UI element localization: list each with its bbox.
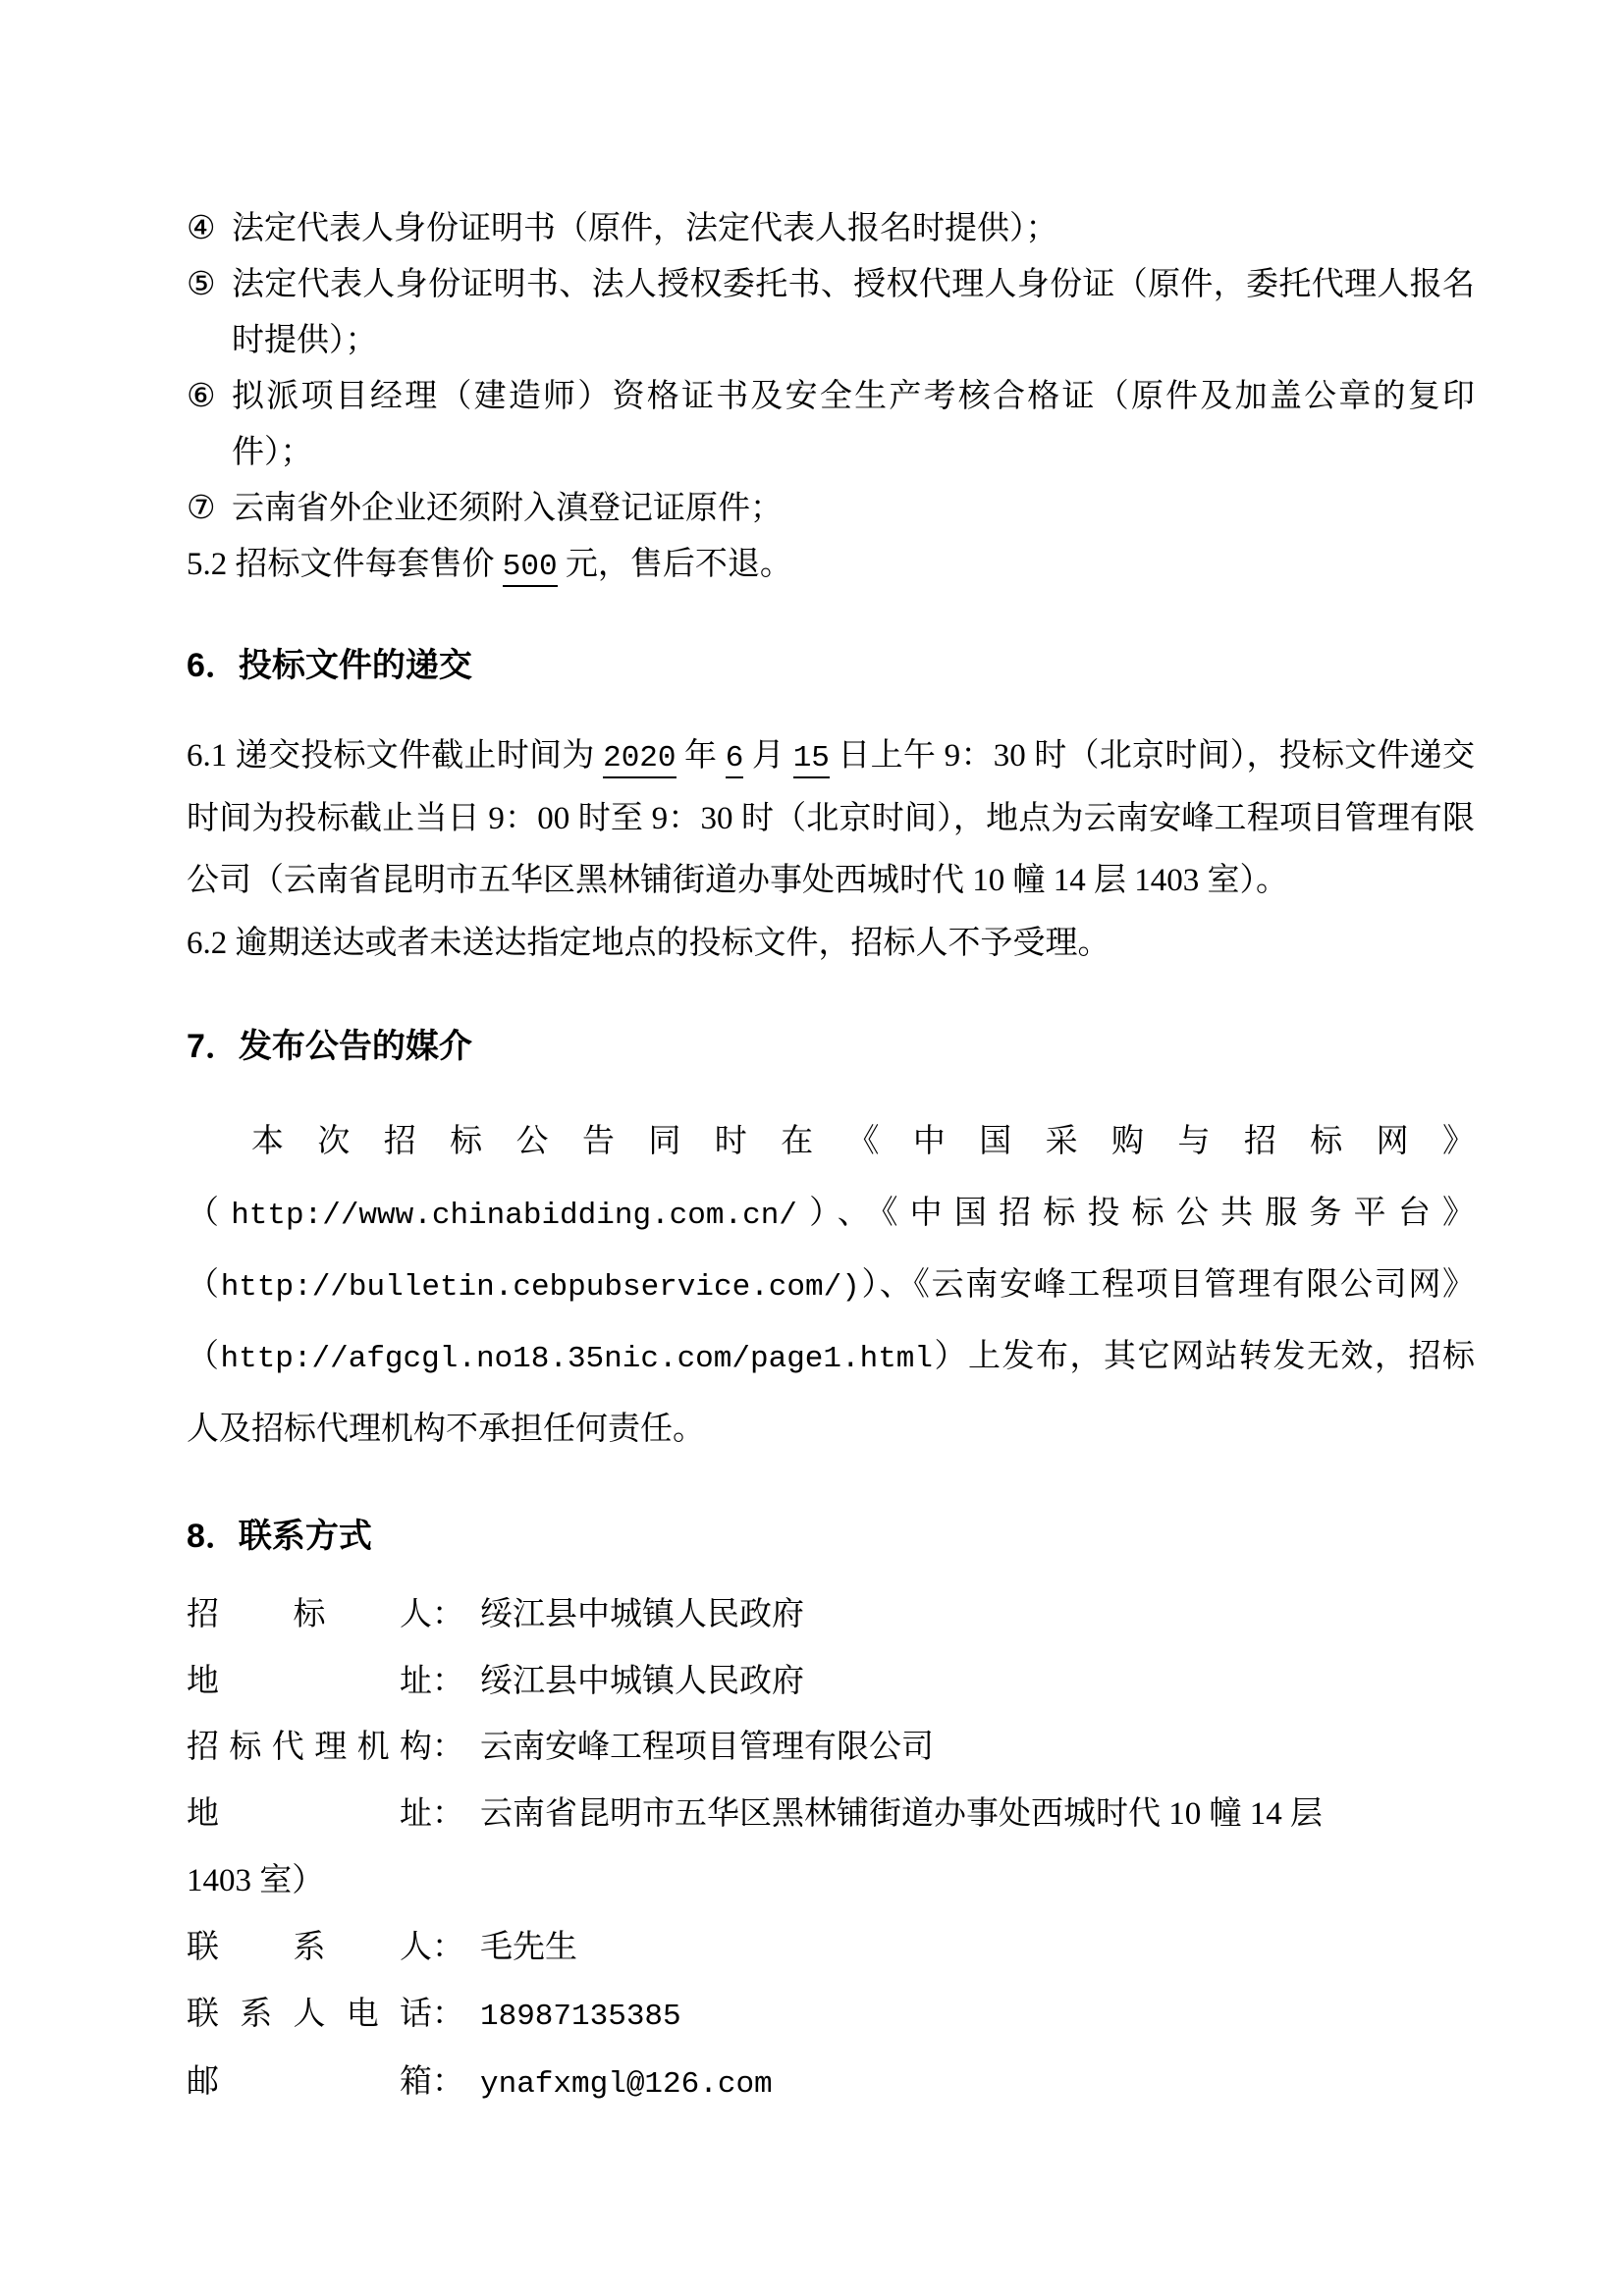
media-paragraph-text-tail: ）上发布，其它网站转发无效，招标人及招标代理机构不承担任何责任。 xyxy=(187,1339,1476,1447)
section-8-heading: 8．联系方式 xyxy=(187,1518,372,1556)
contact-label: 招标代理机构 xyxy=(187,1730,432,1766)
list-item-text: 法定代表人身份证明书、法人授权委托书、授权代理人身份证（原件，委托代理人报名时提供）； xyxy=(232,267,1475,359)
contact-row-person xyxy=(187,1930,1475,1967)
agency-value: 云南安峰工程项目管理有限公司 xyxy=(480,1730,934,1766)
clause-5-2-text: 5.2 招标文件每套售价 xyxy=(187,547,503,583)
afgcgl-url: http://afgcgl.no18.35nic.com/page1.html xyxy=(220,1342,934,1377)
list-marker-6: ⑥ xyxy=(187,379,216,415)
contact-label: 地址 xyxy=(187,1663,432,1699)
announcement-media-paragraph xyxy=(187,1106,1475,1465)
list-marker-5: ⑤ xyxy=(187,267,216,303)
contact-row-email xyxy=(187,2064,1475,2103)
contact-label: 联系人 xyxy=(187,1930,432,1966)
contact-row-agency-address xyxy=(187,1796,1475,1834)
list-item-text: 法定代表人身份证明书（原件，法定代表人报名时提供）； xyxy=(232,211,1058,246)
contact-row-tenderee xyxy=(187,1597,1475,1634)
clause-5-2-text-tail: 元，售后不退。 xyxy=(557,547,792,583)
contact-info-block xyxy=(187,1597,1475,2103)
contact-phone-value: 18987135385 xyxy=(480,2000,681,2035)
clause-6-1-text: 年 xyxy=(676,738,726,774)
section-7-heading: 7．发布公告的媒介 xyxy=(187,1028,472,1066)
contact-colon: ： xyxy=(432,1663,464,1699)
prequalification-document-list xyxy=(187,201,1475,537)
list-item xyxy=(187,369,1475,481)
deadline-month: 6 xyxy=(726,741,744,778)
contact-row-phone xyxy=(187,1997,1475,2035)
list-item-text: 云南省外企业还须附入滇登记证原件； xyxy=(232,491,783,527)
contact-label: 联系人电话 xyxy=(187,1997,432,2033)
contact-email-value: ynafxmgl@126.com xyxy=(480,2066,773,2102)
contact-colon: ： xyxy=(432,1796,464,1833)
agency-address-continuation: 1403 室） xyxy=(187,1863,325,1899)
clause-6-1-text: 6.1 递交投标文件截止时间为 xyxy=(187,738,604,774)
open-paren: （ xyxy=(187,1339,221,1375)
contact-label: 招标人 xyxy=(187,1596,432,1632)
clause-6-1-text: 月 xyxy=(743,738,793,774)
contact-colon: ： xyxy=(432,2063,464,2100)
contact-colon: ： xyxy=(432,1997,464,2033)
deadline-year: 2020 xyxy=(603,741,676,778)
contact-colon: ： xyxy=(432,1930,464,1966)
list-marker-7: ⑦ xyxy=(187,491,216,527)
contact-person-value: 毛先生 xyxy=(480,1930,577,1966)
chinabidding-url: http://www.chinabidding.com.cn/ xyxy=(231,1199,797,1234)
tenderee-address-value: 绥江县中城镇人民政府 xyxy=(480,1663,804,1699)
deadline-day: 15 xyxy=(793,741,830,778)
contact-colon: ： xyxy=(432,1730,464,1766)
contact-row-tenderee-address xyxy=(187,1664,1475,1701)
list-item xyxy=(187,201,1475,257)
list-item xyxy=(187,481,1475,537)
list-item-text: 拟派项目经理（建造师）资格证书及安全生产考核合格证（原件及加盖公章的复印件）； xyxy=(232,379,1475,471)
agency-address-value: 云南省昆明市五华区黑林铺街道办事处西城时代 10 幢 14 层 xyxy=(480,1796,1323,1833)
contact-colon: ： xyxy=(432,1596,464,1632)
contact-label: 邮箱 xyxy=(187,2063,432,2100)
section-6-heading: 6．投标文件的递交 xyxy=(187,647,472,685)
tenderee-value: 绥江县中城镇人民政府 xyxy=(480,1596,804,1632)
open-paren: （ xyxy=(187,1196,232,1232)
contact-row-agency xyxy=(187,1730,1475,1767)
open-paren: （ xyxy=(187,1267,221,1304)
list-marker-4: ④ xyxy=(187,211,216,246)
document-price-value: 500 xyxy=(503,550,558,587)
media-paragraph-text: 本次招标公告同时在《中国采购与招标网》 xyxy=(251,1124,1475,1160)
clause-5-2 xyxy=(187,537,1475,594)
cebpubservice-url: http://bulletin.cebpubservice.com/) xyxy=(220,1270,860,1306)
contact-label: 地址 xyxy=(187,1796,432,1833)
media-paragraph-text: ）、《云南安峰工程项目管理有限公司网》 xyxy=(859,1267,1476,1304)
clause-6-1 xyxy=(187,725,1475,912)
clause-6-2: 6.2 逾期送达或者未送达指定地点的投标文件，招标人不予受理。 xyxy=(187,925,1110,961)
list-item xyxy=(187,257,1475,369)
media-paragraph-text: ）、《中国招标投标公共服务平台》 xyxy=(796,1196,1476,1232)
clause-6-1-text-tail: 日上午 9：30 时（北京时间），投标文件递交时间为投标截止当日 9：00 时至 9：30 时（北京时间），地点为云南安峰工程项目管理有限公司（云南省昆明市五华区黑林铺街道办事处西城时代 10 幢 14 层 1403 室）。 xyxy=(187,738,1476,899)
